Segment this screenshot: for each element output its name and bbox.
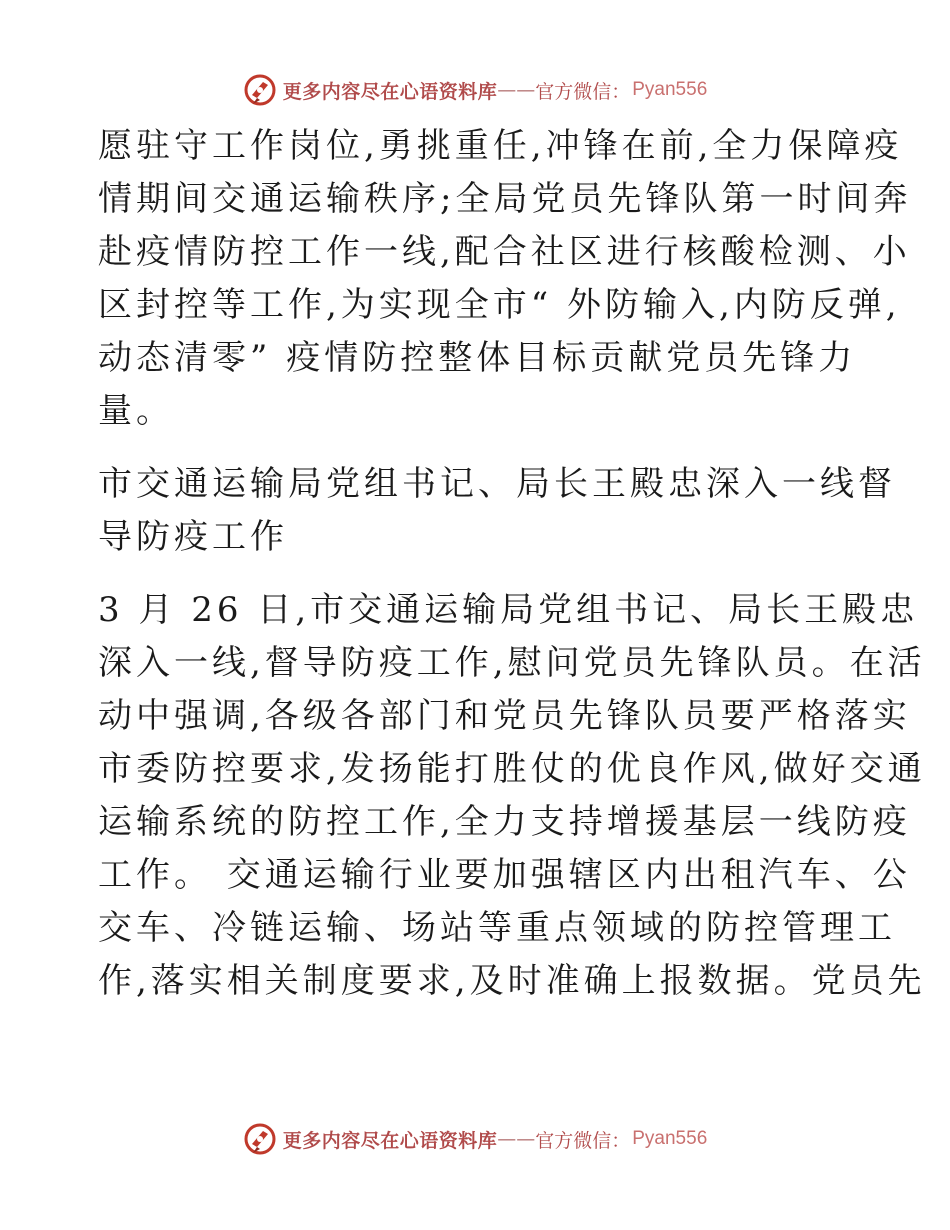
watermark-wechat-label: 官方微信：	[535, 1129, 631, 1152]
document-body	[98, 120, 926, 1008]
text-line: 深入一线,督导防疫工作,慰问党员先锋队员。在活	[98, 643, 926, 683]
text-line: 量。	[98, 391, 174, 431]
watermark-separator: ——	[497, 1128, 536, 1150]
text-line: 动态清零” 疫情防控整体目标贡献党员先锋力	[98, 338, 857, 378]
watermark-text: 更多内容尽在心语资料库	[282, 80, 498, 103]
text-line: 情期间交通运输秩序;全局党员先锋队第一时间奔	[98, 179, 912, 219]
ribbon-logo-icon	[243, 73, 277, 107]
text-line: 市委防控要求,发扬能打胜仗的优良作风,做好交通	[98, 749, 926, 789]
footer-watermark	[0, 1119, 950, 1159]
paragraph-heading	[98, 458, 896, 564]
paragraph-3	[98, 584, 926, 1008]
ribbon-logo-icon	[243, 1122, 277, 1156]
text-line: 愿驻守工作岗位,勇挑重任,冲锋在前,全力保障疫	[98, 126, 903, 166]
paragraph-1	[98, 120, 912, 438]
watermark-text: 更多内容尽在心语资料库	[282, 1129, 498, 1152]
watermark-wechat-id: Pyan556	[632, 1128, 708, 1149]
text-line: 工作。 交通运输行业要加强辖区内出租汽车、公	[98, 855, 911, 895]
text-line: 交车、冷链运输、场站等重点领域的防控管理工	[98, 908, 896, 948]
text-line: 作,落实相关制度要求,及时准确上报数据。党员先	[98, 961, 926, 1001]
text-line: 市交通运输局党组书记、局长王殿忠深入一线督	[98, 464, 896, 504]
watermark-wechat-id: Pyan556	[632, 79, 708, 100]
text-line: 动中强调,各级各部门和党员先锋队员要严格落实	[98, 696, 911, 736]
text-line: 赴疫情防控工作一线,配合社区进行核酸检测、小	[98, 232, 911, 272]
text-line: 运输系统的防控工作,全力支持增援基层一线防疫	[98, 802, 911, 842]
text-line: 3 月 26 日,市交通运输局党组书记、局长王殿忠	[98, 590, 919, 630]
header-watermark	[0, 70, 950, 110]
watermark-wechat-label: 官方微信：	[535, 80, 631, 103]
text-line: 区封控等工作,为实现全市“ 外防输入,内防反弹,	[98, 285, 901, 325]
watermark-separator: ——	[497, 79, 536, 101]
text-line: 导防疫工作	[98, 517, 288, 557]
